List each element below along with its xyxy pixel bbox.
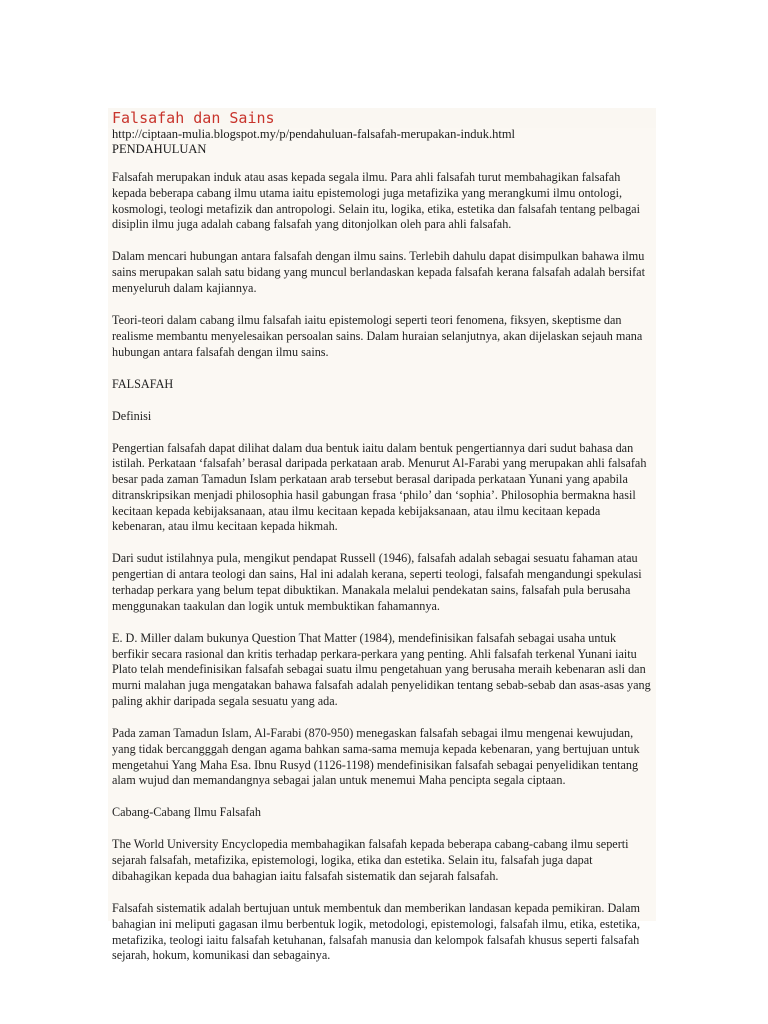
document-title: Falsafah dan Sains: [112, 109, 275, 127]
paragraph-sistematik: Falsafah sistematik adalah bertujuan untuk membentuk dan memberikan landasan kepada pemikiran. Dalam bahagian ini meliputi gagasan ilmu berbentuk logik, metodologi, epistemologi, falsafah ilmu, etika, estetika, metafizika, teologi iaitu falsafah ketuhanan, falsafah manusia dan kelompok falsafah khusus seperti falsafah sejarah, hokum, komunikasi dan sebagainya.: [112, 900, 641, 963]
paragraph-3: Teori-teori dalam cabang ilmu falsafah iaitu epistemologi seperti teori fenomena, fiksyen, skeptisme dan realisme membantu menyelesaikan persoalan sains. Dalam huraian selanjutnya, akan dijelaskan sejauh mana hubungan antara falsafah dengan ilmu sains.: [112, 312, 643, 359]
paragraph-1: Falsafah merupakan induk atau asas kepada segala ilmu. Para ahli falsafah turut membahagikan falsafah kepada beberapa cabang ilmu utama iaitu epistemologi juga metafizika yang merangkumi ilmu ontologi, kosmologi, teologi metafizik dan antropologi. Selain itu, logika, etika, estetika dan falsafah tentang pelbagai disiplin ilmu juga adalah cabang falsafah yang ditonjolkan oleh para ahli falsafah.: [112, 170, 640, 232]
subheading-cabang: Cabang-Cabang Ilmu Falsafah: [112, 805, 261, 820]
paragraph-pengertian: Pengertian falsafah dapat dilihat dalam dua bentuk iaitu dalam bentuk pengertiannya dari sudut bahasa dan istilah. Perkataan ‘falsafah’ berasal daripada perkataan arab. Menurut Al-Farabi yang merupakan ahli falsafah besar pada zaman Tamadun Islam perkataan arab tersebut berasal daripada perkataan Yunani yang apabila ditranskripsikan menjadi philosophia hasil gabungan frasa ‘philo’ dan ‘sophia’. Philosophia bermakna hasil kecitaan kepada kebijaksanaan, atau ilmu kecitaan kepada kebijaksanaan, atau ilmu kecitaan kepada kebenaran, atau ilmu kecitaan kepada hikmah.: [112, 440, 647, 534]
subheading-falsafah: FALSAFAH: [112, 376, 174, 391]
paragraph-tamadun-islam: Pada zaman Tamadun Islam, Al-Farabi (870-950) menegaskan falsafah sebagai ilmu mengenai kewujudan, yang tidak bercangggah dengan agama bahkan sama-sama memuja kepada kebenaran, yang bertujuan untuk mengetahui Yang Maha Esa. Ibnu Rusyd (1126-1198) mendefinisikan falsafah sebagai penyelidikan tentang alam wujud dan memandangnya sebagai jalan untuk menemui Maha pencipta segala ciptaan.: [112, 726, 640, 788]
body-text: [112, 170, 652, 980]
paragraph-miller: E. D. Miller dalam bukunya Question That Matter (1984), mendefinisikan falsafah sebagai usaha untuk berfikir secara rasional dan kritis terhadap perkara-perkara yang penting. Ahli falsafah terkenal Yunani iaitu Plato telah mendefinisikan falsafah sebagai suatu ilmu pengetahuan yang berusaha meraih kebenaran asli dan murni malahan juga mengatakan bahawa falsafah adalah penyelidikan tentang sebab-sebab dan asas-asas yang paling akhir daripada segala sesuatu yang ada.: [112, 630, 651, 709]
paragraph-2: Dalam mencari hubungan antara falsafah dengan ilmu sains. Terlebih dahulu dapat disimpulkan bahawa ilmu sains merupakan salah satu bidang yang muncul berlandaskan kepada falsafah kerana falsafah adalah bersifat menyeluruh dalam kajiannya.: [112, 249, 645, 295]
paragraph-encyclopedia: The World University Encyclopedia membahagikan falsafah kepada beberapa cabang-cabang ilmu seperti sejarah falsafah, metafizika, epistemologi, logika, etika dan estetika. Selain itu, falsafah juga dapat dibahagikan kepada dua bahagian iaitu falsafah sistematik dan sejarah falsafah.: [112, 837, 629, 883]
paragraph-russell: Dari sudut istilahnya pula, mengikut pendapat Russell (1946), falsafah adalah sebagai sesuatu fahaman atau pengertian di antara teologi dan sains, Hal ini adalah kerana, seperti teologi, falsafah mengandungi spekulasi terhadap perkara yang belum tepat dibuktikan. Manakala melalui pendekatan sains, falsafah pula berusaha menggunakan taakulan dan logik untuk membuktikan fahamannya.: [112, 551, 642, 613]
source-url: http://ciptaan-mulia.blogspot.my/p/pendahuluan-falsafah-merupakan-induk.html: [112, 127, 516, 141]
section-heading: PENDAHULUAN: [112, 142, 207, 156]
subheading-definisi: Definisi: [112, 408, 152, 423]
